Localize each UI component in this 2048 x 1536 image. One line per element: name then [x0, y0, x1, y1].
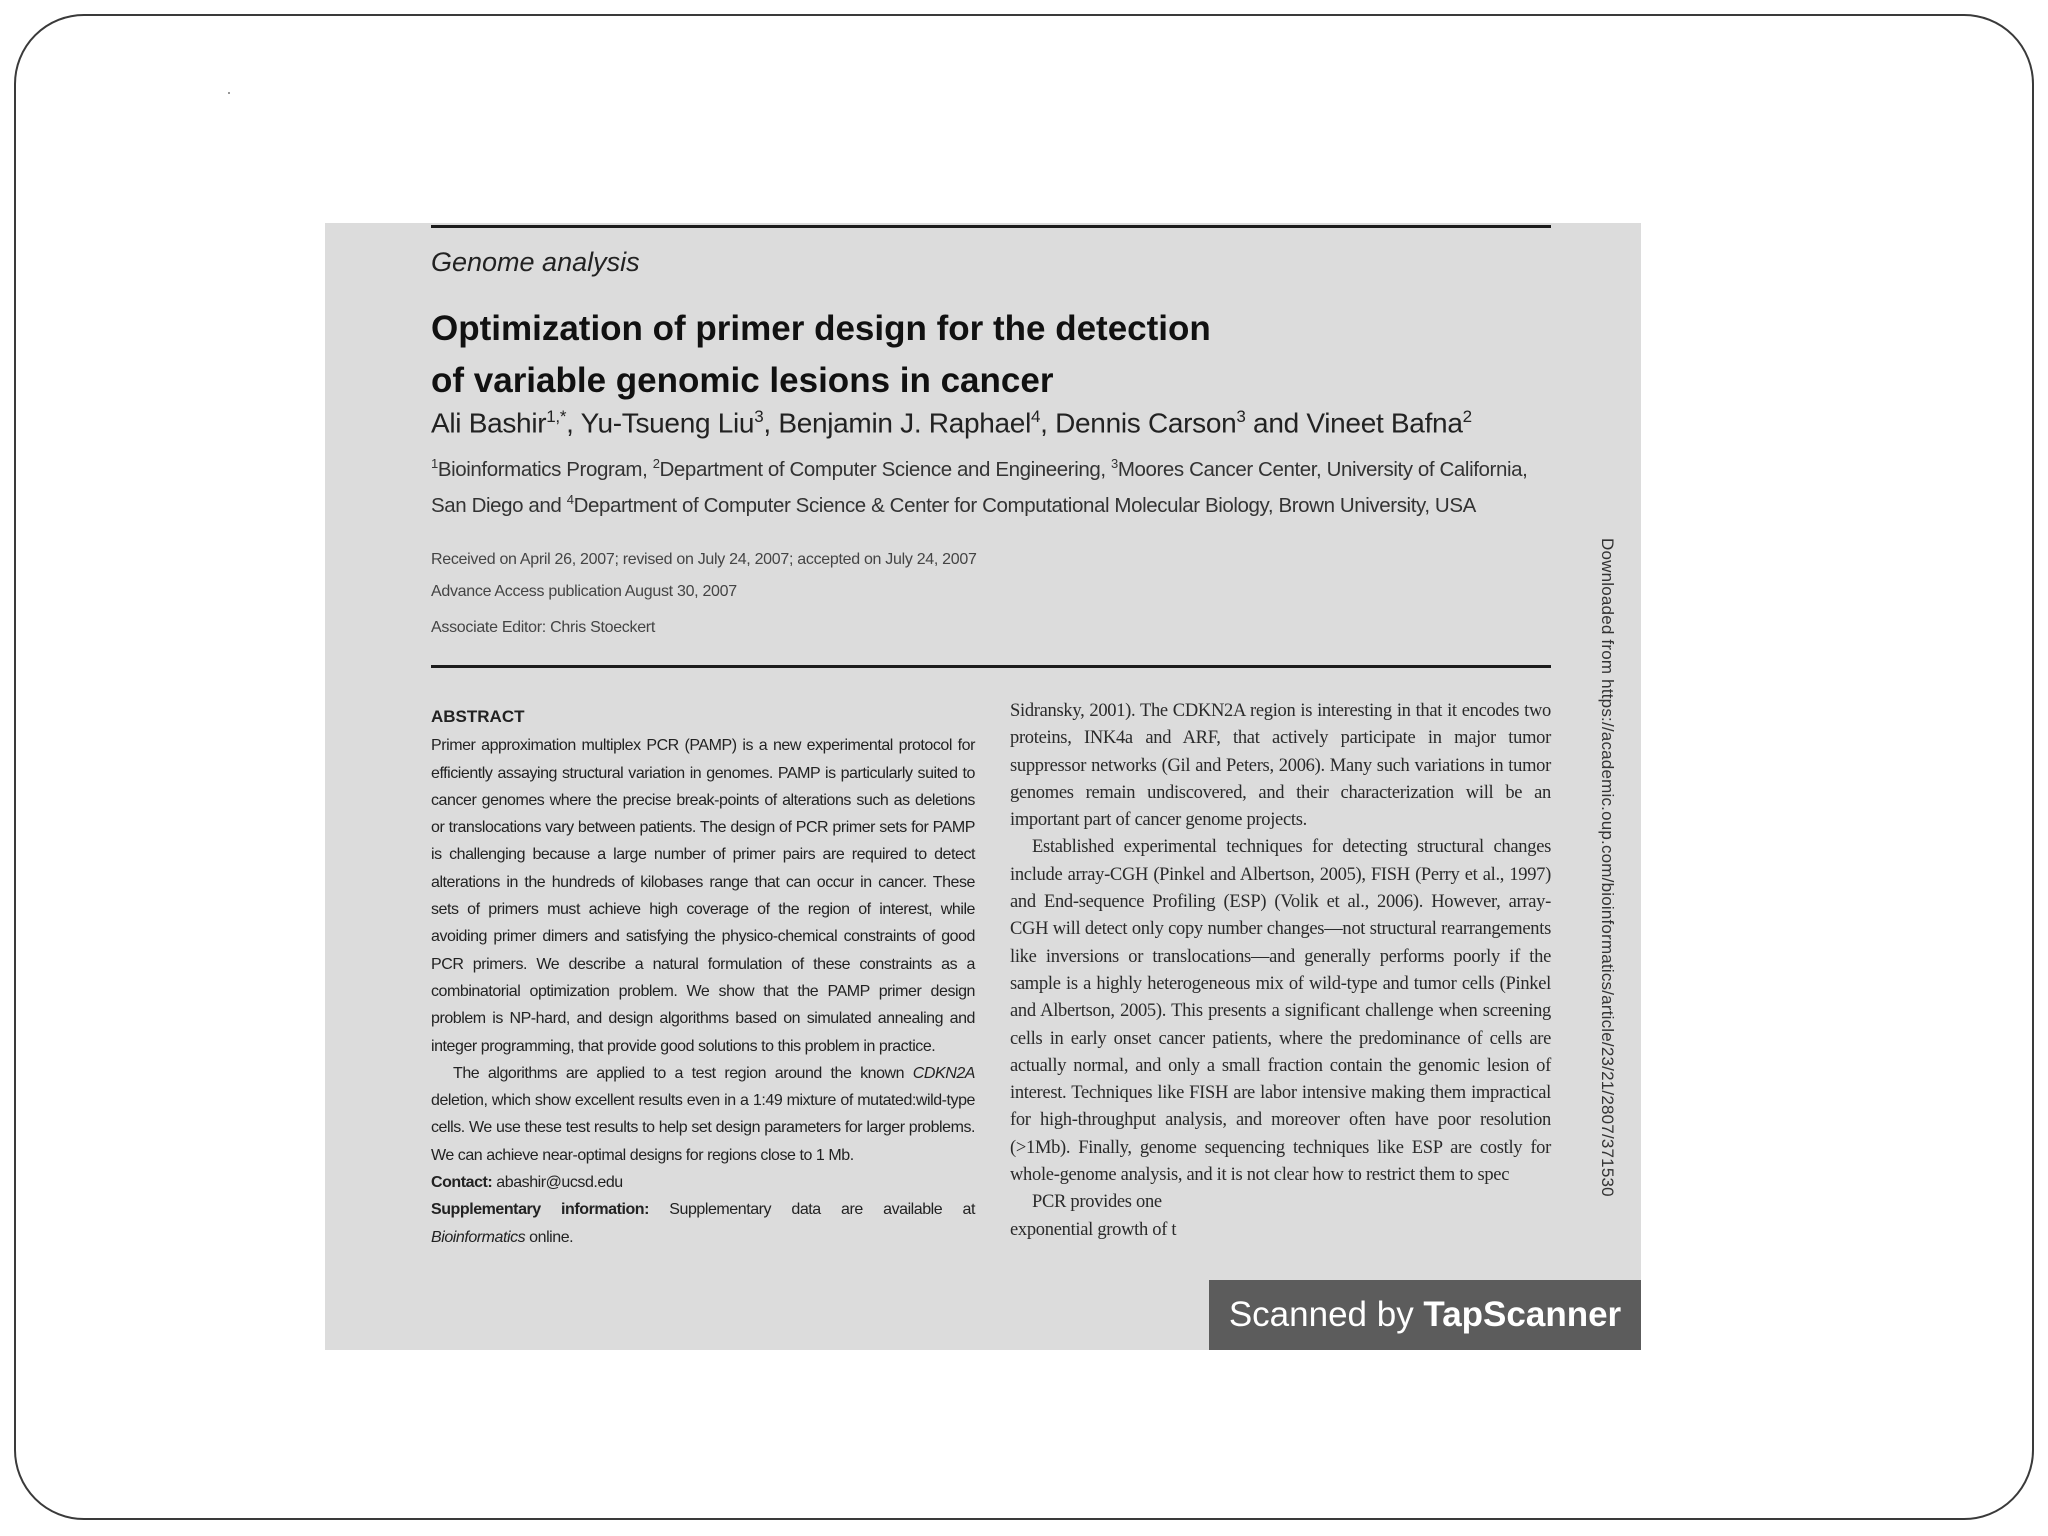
- affiliations: [431, 449, 1551, 521]
- paper-title: [431, 303, 1431, 407]
- supplementary-line: [431, 1196, 975, 1251]
- affil-text: Department of Computer Science and Engineering,: [659, 457, 1111, 481]
- affil-marker: 3: [1110, 456, 1118, 471]
- abstract-text: deletion, which show excellent results even in a 1:49 mixture of mutated:wild-type cells. We use these test results to help set design parameters for larger problems. We can achieve near-optimal designs for regions close to 1 Mb.: [431, 1092, 975, 1164]
- author-sep: ,: [763, 407, 779, 439]
- download-note: Downloaded from https://academic.oup.com/bioinformatics/article/23/21/2807/371530: [1598, 538, 1617, 1197]
- author-affil: 3: [754, 407, 764, 426]
- author-name: Vineet Bafna: [1306, 407, 1463, 439]
- abstract-paragraph: Primer approximation multiplex PCR (PAMP) is a new experimental protocol for efficiently assaying structural variation in genomes. PAMP is particularly suited to cancer genomes where the precise break-points of alterations such as deletions or translocations vary between patients. The design of PCR primer sets for PAMP is challenging because a large number of primer pairs are required to detect alterations in the hundreds of kilobases range that can occur in cancer. These sets of primers must achieve high coverage of the region of interest, while avoiding primer dimers and satisfying the physico-chemical constraints of good PCR primers. We describe a natural formulation of these constraints as a combinatorial optimization problem. We show that the PAMP primer design problem is NP-hard, and design algorithms based on simulated annealing and integer programming, that provide good solutions to this problem in practice.: [431, 737, 975, 1055]
- body-paragraph: Sidransky, 2001). The CDKN2A region is interesting in that it encodes two proteins, INK4a and ARF, that actively participate in major tumor suppressor networks (Gil and Peters, 2006). Many such variations in tumor genomes remain undiscovered, and their characterization will be an important part of cancer genome projects.: [1010, 701, 1551, 831]
- affil-marker: 1: [431, 456, 438, 471]
- contact-email: abashir@ucsd.edu: [492, 1174, 623, 1192]
- title-line: of variable genomic lesions in cancer: [431, 361, 1054, 400]
- gene-name: CDKN2A: [912, 1064, 975, 1082]
- scanned-page: [325, 223, 1641, 1350]
- abstract-heading: ABSTRACT: [431, 707, 525, 726]
- abstract-paragraph: [431, 1060, 975, 1169]
- author-name: Benjamin J. Raphael: [778, 407, 1031, 439]
- journal-name: Bioinformatics: [431, 1228, 526, 1246]
- contact-label: Contact:: [431, 1174, 493, 1192]
- author-affil: 2: [1462, 407, 1472, 426]
- abstract: [431, 703, 975, 1251]
- affil-text: Moores Cancer Center, University of California, San Diego and: [431, 457, 1528, 517]
- abstract-text: The algorithms are applied to a test region around the known: [453, 1064, 913, 1082]
- author-list: [431, 407, 1472, 439]
- author-sep: ,: [566, 407, 581, 439]
- supplementary-text: online.: [525, 1228, 574, 1246]
- affil-marker: 2: [652, 456, 660, 471]
- author-sep: and: [1245, 407, 1307, 439]
- scanner-watermark: [1209, 1280, 1641, 1350]
- contact-line: [431, 1169, 975, 1196]
- section-label: Genome analysis: [431, 247, 640, 277]
- received-dates: Received on April 26, 2007; revised on July 24, 2007; accepted on July 24, 2007: [431, 551, 977, 568]
- header-rule: [431, 665, 1551, 668]
- author-name: Dennis Carson: [1055, 407, 1237, 439]
- slide-mark: [228, 92, 230, 94]
- author-sep: ,: [1040, 407, 1056, 439]
- body-text: [1010, 698, 1551, 1244]
- body-paragraph: Established experimental techniques for detecting structural changes include array-CGH (Pinkel and Albertson, 2005), FISH (Perry et al., 1997) and End-sequence Profiling (ESP) (Volik et al., 2006). However, array-CGH will detect only copy number changes—not structural rearrangements like inversions or translocations—and generally performs poorly if the sample is a highly heterogeneous mix of wild-type and tumor cells (Pinkel and Albertson, 2005). This presents a significant challenge when screening cells in early onset cancer patients, where the predominance of cells are actually normal, and only a small fraction contain the genomic lesion of interest. Techniques like FISH are labor intensive making them impractical for high-throughput analysis, and moreover often have poor resolution (>1Mb). Finally, genome sequencing techniques like ESP are costly for whole-genome analysis, and it is not clear how to restrict them to spec: [1010, 837, 1551, 1186]
- watermark-brand: TapScanner: [1423, 1295, 1622, 1334]
- associate-editor: Associate Editor: Chris Stoeckert: [431, 619, 655, 636]
- affil-text: Department of Computer Science & Center for Computational Molecular Biology, Brown University, USA: [573, 493, 1476, 517]
- watermark-prefix: Scanned by: [1228, 1295, 1424, 1334]
- advance-access: Advance Access publication August 30, 2007: [431, 583, 737, 600]
- body-paragraph: exponential growth of t: [1010, 1219, 1177, 1240]
- title-line: Optimization of primer design for the detection: [431, 309, 1211, 348]
- affil-marker: 4: [566, 491, 574, 507]
- affil-text: Bioinformatics Program,: [437, 457, 653, 481]
- author-affil: 4: [1030, 407, 1041, 426]
- supplementary-text: Supplementary data are available at: [648, 1201, 975, 1219]
- body-paragraph: PCR provides one: [1032, 1192, 1162, 1213]
- author-name: Ali Bashir: [431, 407, 547, 439]
- author-affil: 3: [1236, 407, 1246, 426]
- author-affil: 1,*: [546, 407, 567, 426]
- author-name: Yu-Tsueng Liu: [580, 407, 755, 439]
- top-rule: [431, 225, 1551, 228]
- supplementary-label: Supplementary information:: [431, 1201, 649, 1219]
